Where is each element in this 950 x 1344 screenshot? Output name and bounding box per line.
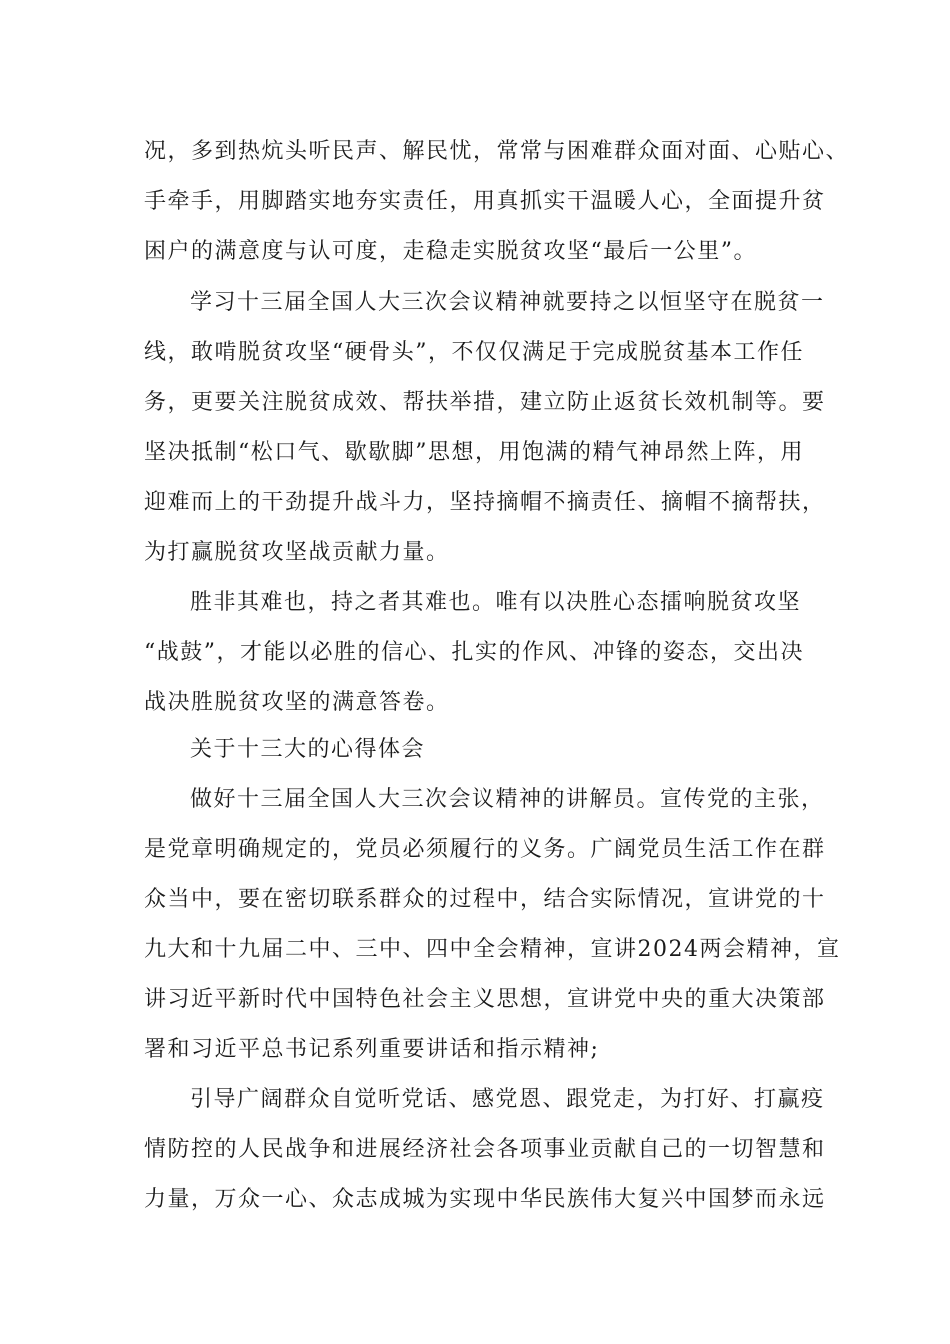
text-line: 署和习近平总书记系列重要讲话和指示精神; — [144, 1037, 600, 1062]
paragraph-first-line: 胜非其难也，持之者其难也。唯有以决胜心态擂响脱贫攻坚 — [190, 590, 802, 615]
paragraph-first-line: 学习十三届全国人大三次会议精神就要持之以恒坚守在脱贫一 — [190, 290, 825, 315]
text-line: 情防控的人民战争和进展经济社会各项事业贡献自己的一切智慧和 — [144, 1137, 826, 1162]
text-line: 迎难而上的干劲提升战斗力，坚持摘帽不摘责任、摘帽不摘帮扶， — [144, 490, 826, 515]
text-line: 手牵手，用脚踏实地夯实责任，用真抓实干温暖人心，全面提升贫 — [144, 189, 826, 214]
text-line: 困户的满意度与认可度，走稳走实脱贫攻坚“最后一公里”。 — [144, 239, 757, 264]
text-line: 坚决抵制“松口气、歇歇脚”思想，用饱满的精气神昂然上阵，用 — [144, 440, 804, 465]
text-line: 力量，万众一心、众志成城为实现中华民族伟大复兴中国梦而永远 — [144, 1187, 826, 1212]
paragraph-first-line: 做好十三届全国人大三次会议精神的讲解员。宣传党的主张， — [190, 787, 825, 812]
text-line: 是党章明确规定的，党员必须履行的义务。广阔党员生活工作在群 — [144, 837, 826, 862]
text-line: “战鼓”，才能以必胜的信心、扎实的作风、冲锋的姿态，交出决 — [144, 640, 804, 665]
text-line: 讲习近平新时代中国特色社会主义思想，宣讲党中央的重大决策部 — [144, 987, 826, 1012]
text-line: 九大和十九届二中、三中、四中全会精神，宣讲2024两会精神，宣 — [144, 937, 841, 962]
text-line: 线，敢啃脱贫攻坚“硬骨头”，不仅仅满足于完成脱贫基本工作任 — [144, 340, 804, 365]
paragraph-first-line: 引导广阔群众自觉听党话、感党恩、跟党走，为打好、打赢疫 — [190, 1087, 825, 1112]
text-line: 战决胜脱贫攻坚的满意答卷。 — [144, 690, 450, 715]
text-line: 众当中，要在密切联系群众的过程中，结合实际情况，宣讲党的十 — [144, 887, 826, 912]
section-heading: 关于十三大的心得体会 — [190, 737, 426, 762]
text-line: 为打赢脱贫攻坚战贡献力量。 — [144, 540, 450, 565]
text-line: 务，更要关注脱贫成效、帮扶举措，建立防止返贫长效机制等。要 — [144, 390, 826, 415]
text-line: 况，多到热炕头听民声、解民忧，常常与困难群众面对面、心贴心、 — [144, 139, 850, 164]
